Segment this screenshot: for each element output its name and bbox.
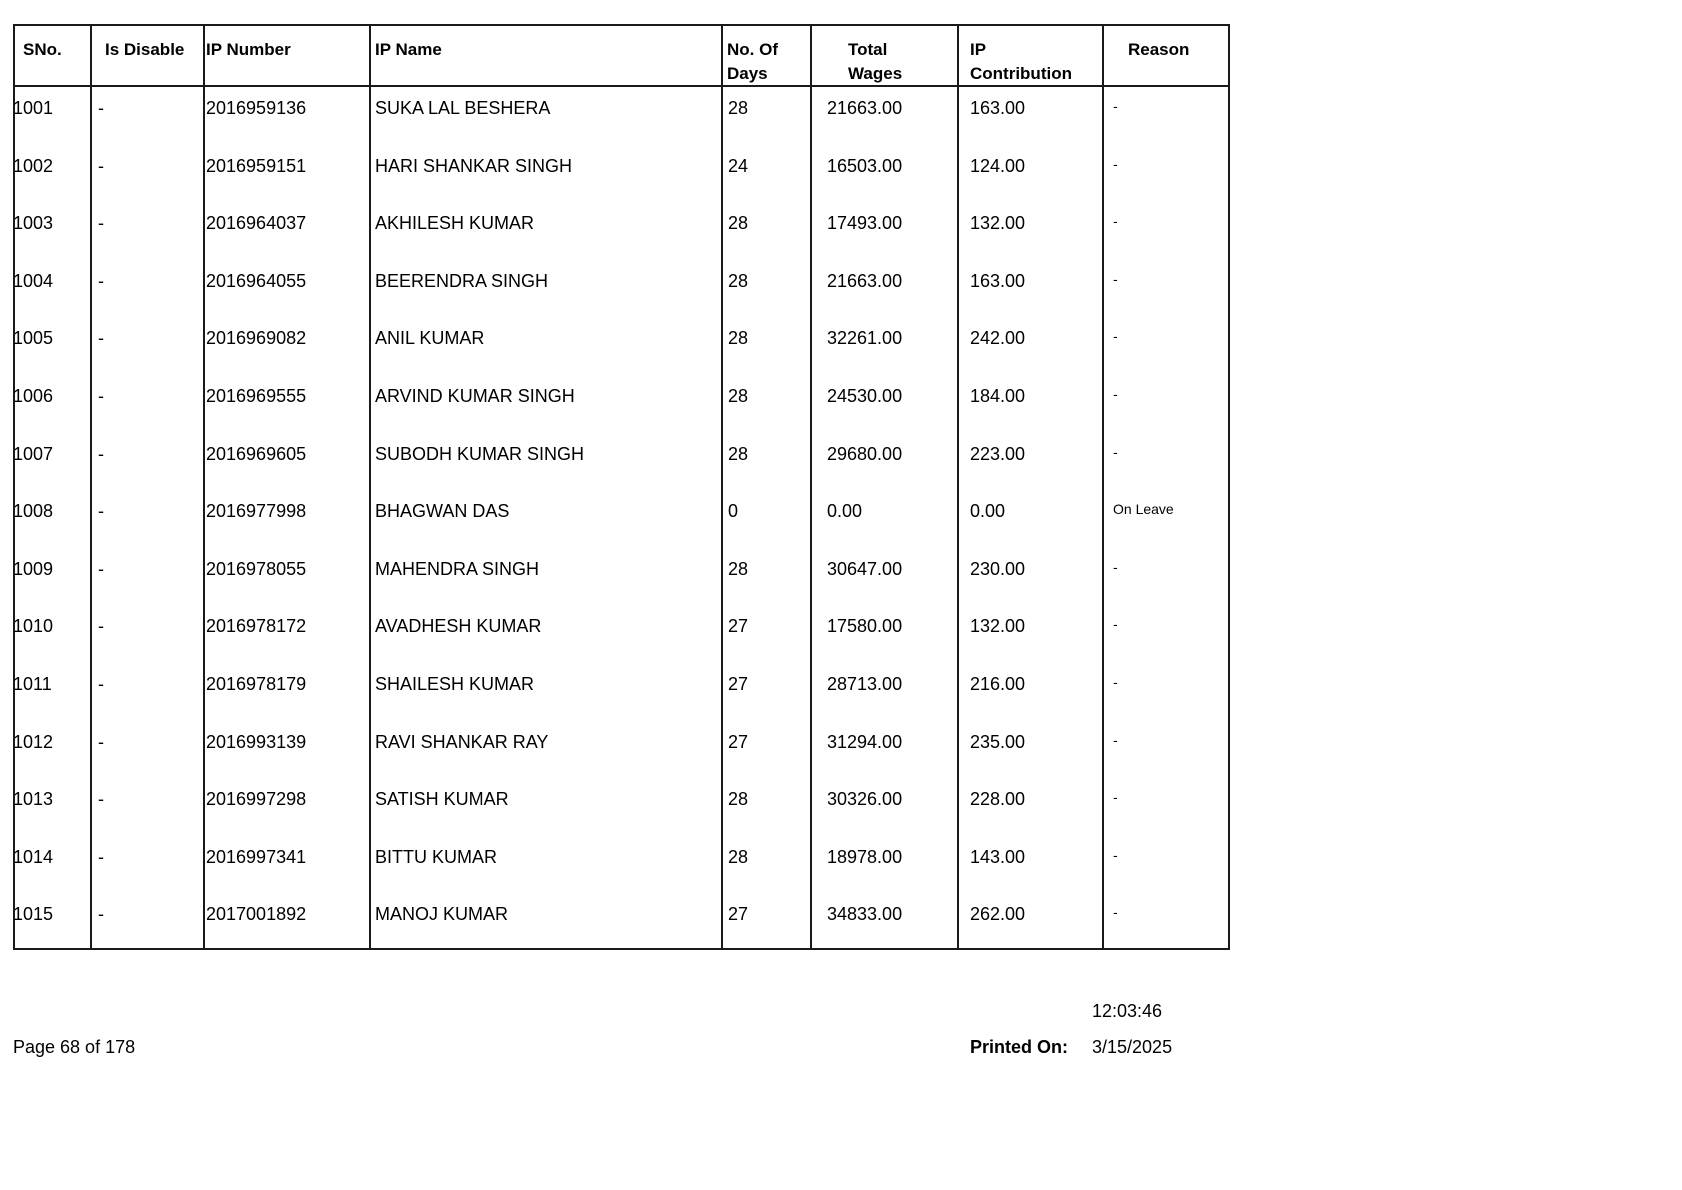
cell-ip-number: 2016978172 [206,616,307,637]
cell-ip-name: SATISH KUMAR [375,789,509,810]
cell-ip-contribution: 184.00 [970,386,1026,406]
column-divider [810,26,812,948]
cell-ip-number: 2016969555 [206,386,307,406]
cell-ip-number: 2016959136 [206,98,307,118]
cell-ip-contribution: 143.00 [970,846,1026,867]
cell-sno: 1010 [13,616,54,637]
cell-is-disable: - [98,501,104,522]
cell-is-disable: - [98,846,104,867]
cell-ip-contribution: 163.00 [970,98,1026,118]
cell-days: 28 [728,270,749,291]
cell-ip-contribution: 163.00 [970,270,1026,291]
column-divider [957,26,959,948]
cell-is-disable: - [98,789,104,810]
printed-time: 12:03:46 [1092,1001,1163,1021]
cell-ip-number: 2016977998 [206,501,307,522]
cell-total-wages: 16503.00 [827,155,903,176]
cell-total-wages: 18978.00 [827,846,903,867]
cell-ip-number: 2016964037 [206,213,307,234]
header-sno: SNo. [23,40,62,59]
cell-is-disable: - [98,731,104,752]
cell-ip-name: SUBODH KUMAR SINGH [375,443,585,464]
cell-reason: - [1113,213,1118,230]
cell-is-disable: - [98,155,104,176]
cell-ip-name: AVADHESH KUMAR [375,616,542,637]
cell-ip-contribution: 242.00 [970,328,1026,349]
cell-reason: - [1113,443,1118,460]
cell-reason: - [1113,674,1118,690]
cell-sno: 1013 [13,789,54,810]
cell-is-disable: - [98,213,104,234]
printed-on-label: Printed On: [970,1037,1068,1057]
cell-sno: 1014 [13,846,54,867]
column-divider [1102,26,1104,948]
cell-total-wages: 31294.00 [827,731,903,752]
cell-is-disable: - [98,558,104,579]
cell-reason: - [1113,270,1118,287]
cell-days: 28 [728,846,749,867]
cell-reason: - [1113,789,1118,806]
header-wages-line2: Wages [848,64,903,83]
cell-total-wages: 21663.00 [827,270,903,291]
cell-ip-contribution: 216.00 [970,674,1026,694]
header-contrib-line2: Contribution [970,64,1072,83]
cell-days: 28 [728,98,749,118]
cell-sno: 1012 [13,731,54,752]
cell-total-wages: 24530.00 [827,386,903,406]
cell-reason: - [1113,155,1118,172]
cell-days: 27 [728,904,749,925]
cell-sno: 1006 [13,386,54,406]
cell-days: 28 [728,213,749,234]
cell-ip-contribution: 132.00 [970,616,1026,637]
header-days [727,38,778,86]
cell-ip-contribution: 223.00 [970,443,1026,464]
cell-total-wages: 17580.00 [827,616,903,637]
header-reason: Reason [1128,40,1190,59]
column-divider [203,26,205,948]
cell-ip-number: 2016997341 [206,846,307,867]
contribution-table [13,24,1230,950]
cell-is-disable: - [98,674,104,694]
cell-sno: 1005 [13,328,54,349]
cell-ip-number: 2016993139 [206,731,307,752]
cell-ip-name: MANOJ KUMAR [375,904,509,925]
cell-ip-number: 2016997298 [206,789,307,810]
cell-days: 0 [728,501,739,522]
cell-days: 27 [728,616,749,637]
cell-sno: 1011 [13,674,52,694]
cell-ip-number: 2016969605 [206,443,307,464]
cell-total-wages: 34833.00 [827,904,903,925]
cell-reason: - [1113,731,1118,748]
cell-reason: - [1113,846,1118,863]
cell-ip-name: BHAGWAN DAS [375,501,510,522]
cell-reason: - [1113,616,1118,633]
cell-ip-name: MAHENDRA SINGH [375,558,540,579]
printed-date: 3/15/2025 [1092,1037,1173,1057]
cell-ip-contribution: 0.00 [970,501,1006,522]
cell-is-disable: - [98,270,104,291]
cell-ip-name: ARVIND KUMAR SINGH [375,386,575,406]
cell-reason: - [1113,904,1118,921]
cell-reason: - [1113,98,1118,114]
header-total-wages [848,38,902,86]
header-ip-number: IP Number [206,40,291,59]
cell-sno: 1003 [13,213,54,234]
cell-ip-name: AKHILESH KUMAR [375,213,535,234]
cell-days: 28 [728,443,749,464]
cell-ip-name: SUKA LAL BESHERA [375,98,551,118]
cell-sno: 1008 [13,501,54,522]
cell-ip-number: 2017001892 [206,904,307,925]
cell-days: 24 [728,155,749,176]
header-days-line1: No. Of [727,40,778,59]
cell-days: 28 [728,789,749,810]
cell-sno: 1015 [13,904,54,925]
cell-is-disable: - [98,904,104,925]
cell-ip-name: ANIL KUMAR [375,328,485,349]
cell-sno: 1002 [13,155,54,176]
cell-ip-name: HARI SHANKAR SINGH [375,155,573,176]
cell-ip-contribution: 262.00 [970,904,1026,925]
header-wages-line1: Total [848,40,888,59]
header-days-line2: Days [727,64,768,83]
cell-ip-name: BEERENDRA SINGH [375,270,549,291]
cell-ip-number: 2016978055 [206,558,307,579]
cell-total-wages: 29680.00 [827,443,903,464]
column-divider [721,26,723,948]
cell-is-disable: - [98,616,104,637]
cell-ip-name: RAVI SHANKAR RAY [375,731,549,752]
cell-total-wages: 30647.00 [827,558,903,579]
cell-reason: - [1113,386,1118,402]
cell-days: 28 [728,558,749,579]
cell-total-wages: 28713.00 [827,674,903,694]
cell-ip-name: SHAILESH KUMAR [375,674,535,694]
header-ip-contribution [970,38,1072,86]
cell-is-disable: - [98,98,104,118]
cell-days: 27 [728,674,749,694]
cell-total-wages: 0.00 [827,501,863,522]
cell-ip-name: BITTU KUMAR [375,846,498,867]
cell-ip-number: 2016959151 [206,155,307,176]
header-contrib-line1: IP [970,40,987,59]
cell-reason: - [1113,328,1118,345]
cell-days: 28 [728,386,749,406]
cell-sno: 1007 [13,443,54,464]
cell-days: 28 [728,328,749,349]
cell-is-disable: - [98,386,104,406]
cell-ip-contribution: 235.00 [970,731,1026,752]
cell-ip-number: 2016978179 [206,674,307,694]
cell-total-wages: 21663.00 [827,98,903,118]
cell-days: 27 [728,731,749,752]
page-indicator: Page 68 of 178 [13,1037,136,1057]
header-is-disable: Is Disable [105,40,185,59]
cell-is-disable: - [98,328,104,349]
cell-sno: 1009 [13,558,54,579]
cell-is-disable: - [98,443,104,464]
cell-reason: On Leave [1113,501,1174,518]
cell-ip-contribution: 132.00 [970,213,1026,234]
cell-sno: 1004 [13,270,54,291]
cell-total-wages: 17493.00 [827,213,903,234]
cell-ip-number: 2016964055 [206,270,307,291]
cell-sno: 1001 [13,98,54,118]
cell-reason: - [1113,558,1118,575]
cell-ip-contribution: 230.00 [970,558,1026,579]
column-divider [90,26,92,948]
cell-ip-number: 2016969082 [206,328,307,349]
column-divider [369,26,371,948]
cell-ip-contribution: 124.00 [970,155,1026,176]
cell-total-wages: 30326.00 [827,789,903,810]
header-ip-name: IP Name [375,40,442,59]
cell-total-wages: 32261.00 [827,328,903,349]
cell-ip-contribution: 228.00 [970,789,1026,810]
